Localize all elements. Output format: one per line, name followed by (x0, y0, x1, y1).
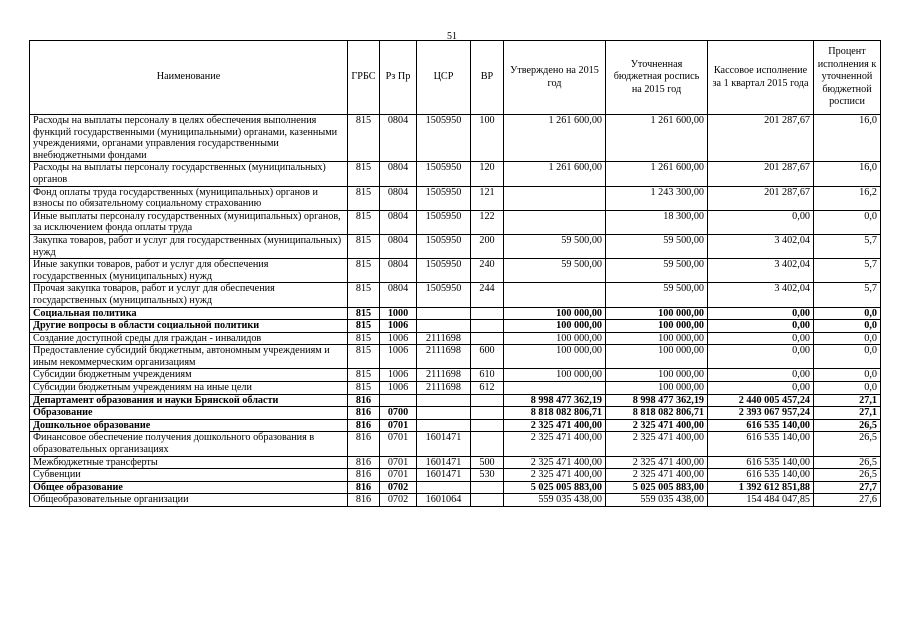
cell-csr: 1505950 (417, 210, 471, 234)
cell-grbs: 816 (348, 456, 380, 469)
cell-grbs: 815 (348, 186, 380, 210)
cell-revised: 2 325 471 400,00 (606, 419, 708, 432)
cell-csr (417, 407, 471, 420)
cell-revised: 100 000,00 (606, 332, 708, 345)
table-row (30, 115, 881, 162)
cell-cash: 201 287,67 (708, 162, 814, 186)
cell-percent: 0,0 (814, 382, 881, 395)
cell-grbs: 815 (348, 332, 380, 345)
cell-name: Межбюджетные трансферты (30, 456, 348, 469)
cell-vr: 120 (471, 162, 504, 186)
cell-percent: 26,5 (814, 419, 881, 432)
cell-cash: 3 402,04 (708, 234, 814, 258)
cell-revised: 100 000,00 (606, 345, 708, 369)
cell-csr: 1505950 (417, 115, 471, 162)
header-revised: Уточненная бюджетная роспись на 2015 год (606, 41, 708, 115)
cell-vr: 600 (471, 345, 504, 369)
cell-grbs: 815 (348, 115, 380, 162)
cell-vr: 530 (471, 469, 504, 482)
cell-percent: 16,0 (814, 162, 881, 186)
cell-revised: 8 998 477 362,19 (606, 394, 708, 407)
cell-grbs: 815 (348, 283, 380, 307)
cell-cash: 0,00 (708, 307, 814, 320)
cell-grbs: 816 (348, 481, 380, 494)
table-row (30, 307, 881, 320)
cell-vr (471, 407, 504, 420)
cell-csr: 2111698 (417, 369, 471, 382)
cell-percent: 0,0 (814, 210, 881, 234)
cell-percent: 16,0 (814, 115, 881, 162)
cell-vr (471, 394, 504, 407)
cell-vr: 121 (471, 186, 504, 210)
cell-approved: 8 998 477 362,19 (504, 394, 606, 407)
cell-rzpr: 1006 (380, 382, 417, 395)
cell-approved: 100 000,00 (504, 320, 606, 333)
cell-grbs: 816 (348, 494, 380, 507)
cell-revised: 559 035 438,00 (606, 494, 708, 507)
table-row (30, 259, 881, 283)
cell-rzpr: 0702 (380, 481, 417, 494)
cell-percent: 27,6 (814, 494, 881, 507)
cell-name: Общее образование (30, 481, 348, 494)
page-number: 51 (447, 31, 457, 42)
table-row (30, 320, 881, 333)
cell-vr (471, 432, 504, 456)
cell-approved: 59 500,00 (504, 259, 606, 283)
cell-percent: 5,7 (814, 234, 881, 258)
cell-csr: 1601471 (417, 469, 471, 482)
cell-grbs: 815 (348, 162, 380, 186)
cell-rzpr: 0702 (380, 494, 417, 507)
cell-cash: 0,00 (708, 210, 814, 234)
cell-name: Иные выплаты персоналу государственных (муниципальных) органов, за исключением фонда оплаты труда (30, 210, 348, 234)
cell-vr: 610 (471, 369, 504, 382)
cell-csr: 1601471 (417, 456, 471, 469)
cell-vr (471, 332, 504, 345)
cell-name: Закупка товаров, работ и услуг для государственных (муниципальных) нужд (30, 234, 348, 258)
cell-approved (504, 186, 606, 210)
cell-vr: 500 (471, 456, 504, 469)
header-csr: ЦСР (417, 41, 471, 115)
cell-name: Расходы на выплаты персоналу государственных (муниципальных) органов (30, 162, 348, 186)
cell-cash: 616 535 140,00 (708, 456, 814, 469)
cell-name: Дошкольное образование (30, 419, 348, 432)
cell-vr: 100 (471, 115, 504, 162)
cell-rzpr: 1000 (380, 307, 417, 320)
cell-rzpr: 0701 (380, 419, 417, 432)
table-row (30, 432, 881, 456)
cell-grbs: 816 (348, 469, 380, 482)
cell-cash: 2 393 067 957,24 (708, 407, 814, 420)
cell-rzpr: 1006 (380, 369, 417, 382)
cell-csr: 1505950 (417, 162, 471, 186)
cell-percent: 0,0 (814, 369, 881, 382)
cell-name: Создание доступной среды для граждан - инвалидов (30, 332, 348, 345)
cell-csr (417, 307, 471, 320)
table-row (30, 162, 881, 186)
cell-grbs: 815 (348, 210, 380, 234)
cell-approved (504, 283, 606, 307)
cell-rzpr: 1006 (380, 332, 417, 345)
cell-approved: 2 325 471 400,00 (504, 419, 606, 432)
cell-revised: 59 500,00 (606, 259, 708, 283)
cell-csr: 2111698 (417, 345, 471, 369)
header-vr: ВР (471, 41, 504, 115)
cell-csr: 1505950 (417, 259, 471, 283)
header-cash: Кассовое исполнение за 1 квартал 2015 года (708, 41, 814, 115)
cell-name: Прочая закупка товаров, работ и услуг для обеспечения государственных (муниципальных) нужд (30, 283, 348, 307)
cell-approved: 5 025 005 883,00 (504, 481, 606, 494)
cell-cash: 0,00 (708, 320, 814, 333)
cell-name: Фонд оплаты труда государственных (муниципальных) органов и взносы по обязательному социальному страхованию (30, 186, 348, 210)
table-row (30, 369, 881, 382)
cell-rzpr: 0804 (380, 115, 417, 162)
cell-rzpr: 0804 (380, 234, 417, 258)
cell-revised: 100 000,00 (606, 307, 708, 320)
cell-revised: 8 818 082 806,71 (606, 407, 708, 420)
cell-vr (471, 481, 504, 494)
cell-csr (417, 419, 471, 432)
cell-name: Социальная политика (30, 307, 348, 320)
table-row (30, 210, 881, 234)
cell-approved: 100 000,00 (504, 307, 606, 320)
cell-name: Предоставление субсидий бюджетным, автономным учреждениям и иным некоммерческим организациям (30, 345, 348, 369)
cell-revised: 59 500,00 (606, 283, 708, 307)
table-row (30, 283, 881, 307)
cell-revised: 100 000,00 (606, 320, 708, 333)
table-row (30, 494, 881, 507)
table-row (30, 186, 881, 210)
header-rzpr: Рз Пр (380, 41, 417, 115)
cell-percent: 27,1 (814, 394, 881, 407)
cell-revised: 1 261 600,00 (606, 115, 708, 162)
table-row (30, 469, 881, 482)
cell-approved: 2 325 471 400,00 (504, 456, 606, 469)
cell-grbs: 815 (348, 234, 380, 258)
table-row (30, 407, 881, 420)
cell-rzpr: 0701 (380, 456, 417, 469)
cell-grbs: 816 (348, 432, 380, 456)
cell-cash: 3 402,04 (708, 259, 814, 283)
cell-cash: 201 287,67 (708, 115, 814, 162)
cell-csr: 1505950 (417, 234, 471, 258)
cell-vr (471, 307, 504, 320)
cell-csr: 2111698 (417, 382, 471, 395)
header-grbs: ГРБС (348, 41, 380, 115)
table-row (30, 332, 881, 345)
cell-cash: 0,00 (708, 345, 814, 369)
cell-grbs: 816 (348, 394, 380, 407)
cell-cash: 1 392 612 851,88 (708, 481, 814, 494)
cell-name: Субвенции (30, 469, 348, 482)
cell-approved (504, 382, 606, 395)
cell-rzpr: 1006 (380, 320, 417, 333)
cell-grbs: 815 (348, 369, 380, 382)
cell-cash: 201 287,67 (708, 186, 814, 210)
cell-rzpr (380, 394, 417, 407)
cell-csr (417, 320, 471, 333)
header-name: Наименование (30, 41, 348, 115)
table-row (30, 419, 881, 432)
cell-cash: 3 402,04 (708, 283, 814, 307)
header-approved: Утверждено на 2015 год (504, 41, 606, 115)
cell-csr: 2111698 (417, 332, 471, 345)
table-row (30, 382, 881, 395)
cell-name: Расходы на выплаты персоналу в целях обеспечения выполнения функций государственными (муниципальными) органами, казенными учреждениями, органами управления государственными внебюджетными фондами (30, 115, 348, 162)
cell-cash: 616 535 140,00 (708, 469, 814, 482)
cell-rzpr: 0701 (380, 469, 417, 482)
cell-approved (504, 210, 606, 234)
cell-cash: 616 535 140,00 (708, 432, 814, 456)
cell-approved: 59 500,00 (504, 234, 606, 258)
cell-percent: 26,5 (814, 456, 881, 469)
cell-grbs: 815 (348, 382, 380, 395)
cell-revised: 2 325 471 400,00 (606, 432, 708, 456)
cell-vr (471, 320, 504, 333)
cell-vr: 612 (471, 382, 504, 395)
cell-name: Финансовое обеспечение получения дошкольного образования в образовательных организациях (30, 432, 348, 456)
cell-revised: 100 000,00 (606, 382, 708, 395)
cell-rzpr: 0804 (380, 283, 417, 307)
table-header (30, 41, 881, 115)
cell-name: Департамент образования и науки Брянской области (30, 394, 348, 407)
header-percent: Процент исполнения к уточненной бюджетной росписи (814, 41, 881, 115)
cell-vr (471, 494, 504, 507)
cell-approved: 2 325 471 400,00 (504, 432, 606, 456)
cell-vr: 122 (471, 210, 504, 234)
cell-approved: 2 325 471 400,00 (504, 469, 606, 482)
cell-rzpr: 0700 (380, 407, 417, 420)
cell-approved: 1 261 600,00 (504, 115, 606, 162)
cell-grbs: 815 (348, 259, 380, 283)
cell-approved: 100 000,00 (504, 332, 606, 345)
cell-revised: 1 261 600,00 (606, 162, 708, 186)
cell-rzpr: 0804 (380, 210, 417, 234)
cell-cash: 154 484 047,85 (708, 494, 814, 507)
cell-cash: 0,00 (708, 382, 814, 395)
table-row (30, 345, 881, 369)
cell-vr: 240 (471, 259, 504, 283)
table-row (30, 481, 881, 494)
cell-name: Иные закупки товаров, работ и услуг для обеспечения государственных (муниципальных) нужд (30, 259, 348, 283)
budget-table (29, 40, 881, 507)
cell-rzpr: 1006 (380, 345, 417, 369)
cell-cash: 616 535 140,00 (708, 419, 814, 432)
cell-percent: 0,0 (814, 345, 881, 369)
cell-grbs: 815 (348, 320, 380, 333)
cell-rzpr: 0804 (380, 259, 417, 283)
cell-csr: 1505950 (417, 283, 471, 307)
cell-revised: 5 025 005 883,00 (606, 481, 708, 494)
cell-name: Образование (30, 407, 348, 420)
cell-name: Другие вопросы в области социальной политики (30, 320, 348, 333)
table-row (30, 394, 881, 407)
cell-approved: 1 261 600,00 (504, 162, 606, 186)
table-row (30, 456, 881, 469)
cell-cash: 2 440 005 457,24 (708, 394, 814, 407)
cell-percent: 5,7 (814, 283, 881, 307)
cell-percent: 5,7 (814, 259, 881, 283)
cell-csr: 1601064 (417, 494, 471, 507)
cell-approved: 100 000,00 (504, 369, 606, 382)
table-row (30, 234, 881, 258)
cell-csr: 1601471 (417, 432, 471, 456)
cell-revised: 1 243 300,00 (606, 186, 708, 210)
cell-rzpr: 0804 (380, 162, 417, 186)
cell-name: Общеобразовательные организации (30, 494, 348, 507)
cell-grbs: 815 (348, 345, 380, 369)
cell-grbs: 815 (348, 307, 380, 320)
cell-csr (417, 481, 471, 494)
cell-vr: 200 (471, 234, 504, 258)
cell-percent: 27,1 (814, 407, 881, 420)
cell-percent: 27,7 (814, 481, 881, 494)
cell-csr: 1505950 (417, 186, 471, 210)
cell-csr (417, 394, 471, 407)
cell-approved: 8 818 082 806,71 (504, 407, 606, 420)
cell-percent: 0,0 (814, 307, 881, 320)
cell-revised: 59 500,00 (606, 234, 708, 258)
header-row (30, 41, 881, 115)
cell-name: Субсидии бюджетным учреждениям (30, 369, 348, 382)
cell-revised: 18 300,00 (606, 210, 708, 234)
cell-vr (471, 419, 504, 432)
cell-vr: 244 (471, 283, 504, 307)
cell-revised: 2 325 471 400,00 (606, 456, 708, 469)
cell-cash: 0,00 (708, 332, 814, 345)
cell-revised: 100 000,00 (606, 369, 708, 382)
cell-rzpr: 0701 (380, 432, 417, 456)
cell-rzpr: 0804 (380, 186, 417, 210)
cell-percent: 0,0 (814, 332, 881, 345)
cell-name: Субсидии бюджетным учреждениям на иные цели (30, 382, 348, 395)
cell-cash: 0,00 (708, 369, 814, 382)
cell-revised: 2 325 471 400,00 (606, 469, 708, 482)
cell-grbs: 816 (348, 419, 380, 432)
table-body (30, 115, 881, 507)
cell-percent: 26,5 (814, 432, 881, 456)
cell-approved: 559 035 438,00 (504, 494, 606, 507)
cell-percent: 16,2 (814, 186, 881, 210)
cell-grbs: 816 (348, 407, 380, 420)
cell-percent: 0,0 (814, 320, 881, 333)
cell-percent: 26,5 (814, 469, 881, 482)
cell-approved: 100 000,00 (504, 345, 606, 369)
